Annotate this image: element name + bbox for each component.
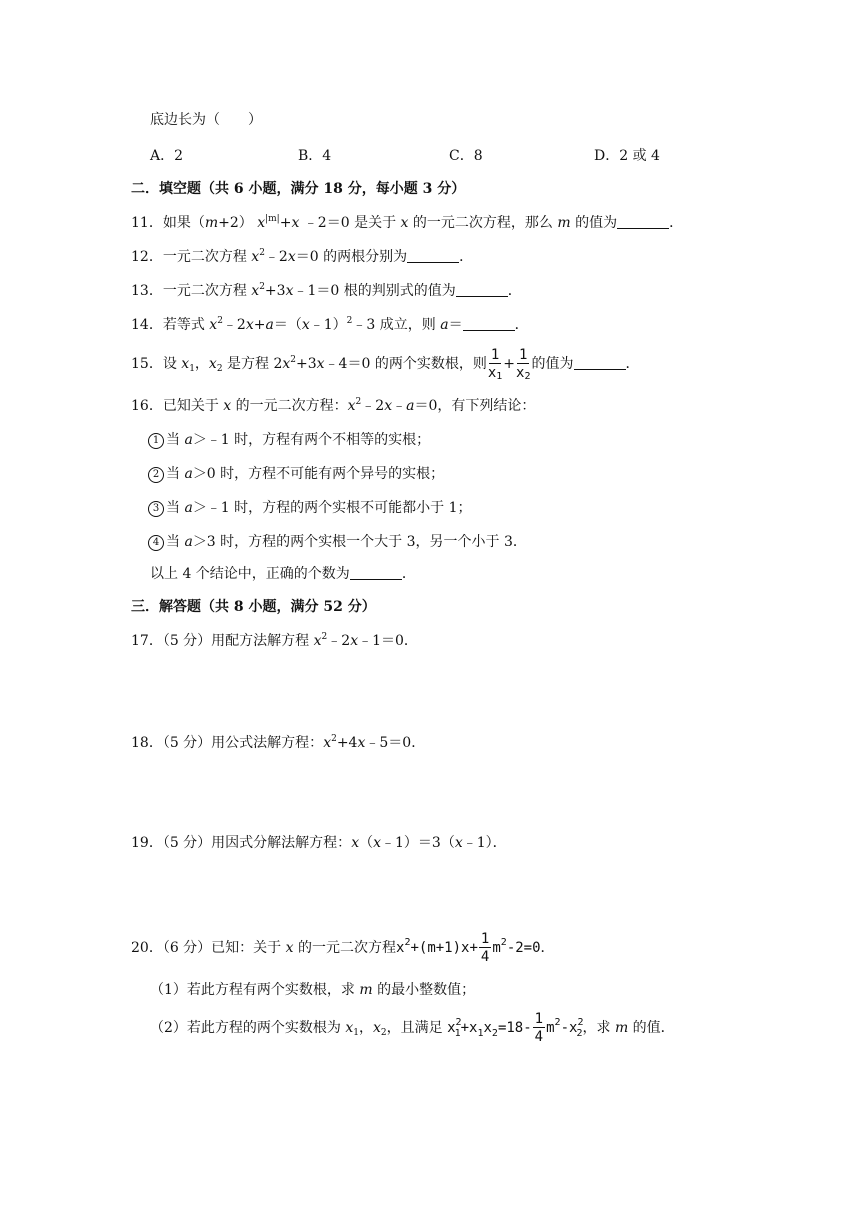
option-a [150,145,183,165]
var: x [209,317,218,333]
exponent: 2 [577,1017,584,1028]
text: -x [560,1020,578,1036]
fraction-1-over-x1 [488,347,502,382]
denominator [488,364,502,382]
var: x [357,735,366,751]
exponent: 2 [321,632,328,642]
var: a [184,534,193,550]
exponent: 2 [355,397,362,407]
var: x [245,317,254,333]
text: ． [401,566,416,582]
numerator: 1 [519,346,528,363]
text: ＝0 的两根分别为 [295,249,408,265]
circled-number: 3 [148,501,164,517]
answer-blank [350,565,402,580]
exponent: 2 [455,1017,462,1028]
answer-blank [574,355,626,370]
var: m [204,215,219,231]
answer-blank [407,248,459,263]
exponent: 2 [331,734,337,744]
question-13 [131,281,522,301]
question-18 [131,733,425,753]
text: 的值为 [570,215,618,231]
exponent: 2 [404,937,411,948]
text: +3 [264,283,286,299]
text: ﹣2 [327,633,351,649]
var: x [454,835,463,851]
var: x [181,356,190,372]
text: ﹣5＝0． [365,735,426,751]
var: x [373,835,381,851]
option-letter: B． [298,148,323,164]
text: ． [540,940,555,956]
var: a [440,317,449,333]
text: （5 分）用因式分解法解方程： [162,835,352,851]
var: x [251,283,260,299]
question-19 [131,833,507,853]
fraction-quarter [479,931,491,966]
var: x [396,940,405,956]
var: x [347,398,356,414]
option-value: 8 [473,148,483,164]
text: 当 [166,466,185,482]
text: 是方程 2 [222,356,283,372]
text: ， [359,1020,373,1036]
question-number: 18． [131,735,163,751]
numerator: 1 [490,346,500,363]
text: ，且满足 [386,1020,448,1036]
text: 当 [166,432,185,448]
circled-number: 4 [148,535,164,551]
question-17 [131,631,418,651]
text: 以上 4 个结论中，正确的个数为 [150,566,350,582]
var: x [516,364,525,381]
option-value: 2 [174,148,184,164]
option-value: 2 或 4 [619,148,660,164]
text: +(m+1)x+ [410,940,478,956]
exponent: |m| [265,214,280,224]
text: ＞﹣1 时，方程的两个实根不可能都小于 1； [192,500,472,516]
var: x [350,633,359,649]
text: ． [514,317,529,333]
circled-number: 1 [148,433,164,449]
text: ． [669,215,684,231]
answer-blank [617,214,669,229]
text: ﹣ [392,398,407,414]
option-d [594,145,660,165]
text: 的一元二次方程： [231,398,348,414]
text: （2）若此方程的两个实数根为 [150,1020,346,1036]
question-number: 14． [131,317,163,333]
exponent: 2 [259,248,265,258]
text: 的值． [628,1020,675,1036]
text: ＝0，有下列结论： [414,398,536,414]
text: （5 分）用配方法解方程 [162,633,314,649]
var: x [351,835,360,851]
subscript: 1 [454,1028,461,1039]
text: 已知关于 [162,398,224,414]
var: x [287,249,296,265]
question-fragment [150,110,262,130]
option-letter: D． [594,148,620,164]
text: ． [625,356,640,372]
question-number: 12． [131,249,163,265]
text: 若等式 [162,317,210,333]
subscript: 2 [491,1028,498,1039]
exponent: 2 [290,355,297,365]
var: m [546,1020,555,1036]
var: x [447,1020,456,1036]
fragment-text: 底边长为（ ） [150,112,262,128]
text: +2） [218,215,253,231]
var: x [313,633,322,649]
var: a [184,500,193,516]
exponent: 2 [346,316,353,326]
var: m [359,982,373,998]
fraction-quarter [533,1011,545,1046]
subscript: 2 [216,364,223,374]
text: ﹣4＝0 的两个实数根，则 [324,356,487,372]
option-c [449,145,483,165]
text: ﹣1＝0 根的判别式的值为 [293,283,456,299]
text: ＞0 时，方程不可能有两个异号的实根； [192,466,445,482]
text: ﹣1）． [462,835,507,851]
var: x [323,735,332,751]
circled-number: 2 [148,467,164,483]
text: ＞﹣1 时，方程有两个不相等的实根； [192,432,431,448]
conclusion-4 [148,532,527,552]
text: ﹣1＝0． [358,633,418,649]
text: ． [459,249,474,265]
numerator: 1 [480,930,490,947]
section-heading-solve [131,597,376,617]
var: x [208,356,217,372]
question-16 [131,396,535,416]
text: ﹣1）＝3（ [381,835,455,851]
text: 当 [166,500,185,516]
option-b [298,145,331,165]
equation-image [396,930,541,965]
var: x [223,398,232,414]
var: a [406,398,415,414]
var: x [301,317,310,333]
text: 当 [166,534,185,550]
text: ＝ [448,317,463,333]
text: ﹣2 [264,249,288,265]
exponent: 2 [500,937,507,948]
question-14 [131,315,529,335]
var: a [265,317,274,333]
exponent: 2 [259,282,265,292]
denominator: 4 [534,1028,544,1045]
conclusion-2 [148,464,444,484]
exponent: 2 [554,1017,561,1028]
denominator [516,364,530,382]
question-number: 11． [131,215,163,231]
text: + [503,356,516,372]
var: x [282,356,291,372]
text: ﹣2 [361,398,385,414]
text: +4 [336,735,358,751]
text: 的最小整数值； [372,982,476,998]
subscript: 1 [477,1028,484,1039]
question-number: 20． [131,940,163,956]
denominator: 4 [480,948,490,965]
var: m [557,215,571,231]
var: x [316,356,325,372]
question-number: 13． [131,283,163,299]
exponent: 2 [217,316,223,326]
numerator: 1 [534,1010,544,1027]
question-number: 19． [131,835,163,851]
text: （5 分）用公式法解方程： [162,735,324,751]
text: =18- [497,1020,532,1036]
var: x [345,1020,354,1036]
question-11 [131,213,683,233]
text: ＝（ [273,317,302,333]
var: x [487,364,497,381]
subscript: 1 [496,370,503,382]
option-letter: C． [449,148,474,164]
var: m [492,940,501,956]
subscript: 2 [380,1028,387,1038]
text: ﹣1） [309,317,347,333]
text: ，求 [582,1020,615,1036]
text: 如果（ [162,215,205,231]
text: （ [359,835,374,851]
text: + [253,317,266,333]
subscript: 2 [524,370,531,382]
text: ， [194,356,209,372]
option-letter: A． [150,148,175,164]
conclusion-summary [150,564,416,584]
text: 一元二次方程 [162,283,252,299]
var: m [614,1020,629,1036]
fraction-1-over-x2 [516,347,530,382]
text: ﹣3 成立，则 [352,317,441,333]
text: ﹣2 [222,317,246,333]
var: x [373,1020,381,1036]
var: x [483,1020,492,1036]
question-number: 16． [131,398,163,414]
section-heading-fill-in [131,179,465,199]
subscript: 2 [576,1028,583,1039]
var: a [184,466,193,482]
var: x [285,283,294,299]
text: -2=0 [506,940,541,956]
var: x [257,215,266,231]
text: + [279,215,292,231]
question-20 [131,928,555,968]
text: ． [507,283,522,299]
var: x [251,249,260,265]
var: x [400,215,409,231]
option-value: 4 [322,148,332,164]
var: a [184,432,193,448]
conclusion-1 [148,430,430,450]
question-15 [131,345,640,383]
subscript: 1 [353,1028,359,1038]
answer-blank [456,282,508,297]
section-title: 二．填空题（共 6 小题，满分 18 分，每小题 3 分） [131,181,466,197]
text: ＞3 时，方程的两个实根一个大于 3，另一个小于 3． [192,534,527,550]
question-12 [131,247,473,267]
conclusion-3 [148,498,472,518]
text: 一元二次方程 [162,249,252,265]
text: （6 分）已知：关于 [162,940,286,956]
text: 的一元二次方程，那么 [408,215,558,231]
var: x [285,940,294,956]
question-number: 15． [131,356,163,372]
subscript: 1 [189,364,195,374]
var: x [291,215,300,231]
text: 的值为 [531,356,574,372]
var: x [384,398,393,414]
question-20-part-2 [150,1006,675,1050]
answer-blank [463,316,515,331]
text: 设 [162,356,182,372]
text: +x [460,1020,478,1036]
text: ﹣2＝0 是关于 [299,215,401,231]
text: （1）若此方程有两个实数根，求 [150,982,360,998]
equation-image [447,1010,584,1045]
text: +3 [296,356,317,372]
section-title: 三．解答题（共 8 小题，满分 52 分） [131,599,376,615]
question-20-part-1 [150,980,475,1000]
text: 的一元二次方程 [293,940,396,956]
question-number: 17． [131,633,163,649]
